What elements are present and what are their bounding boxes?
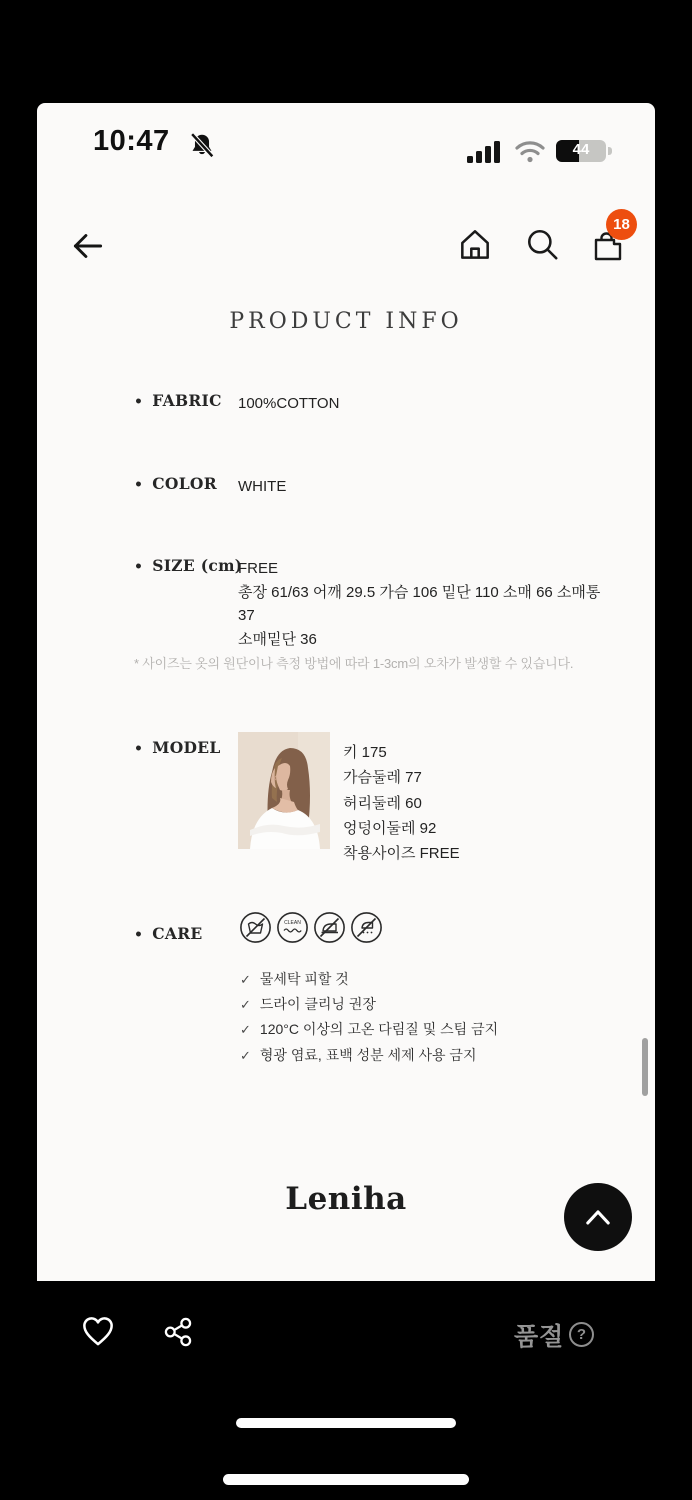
- model-photo: [238, 732, 330, 849]
- check-icon: ✓: [240, 997, 251, 1013]
- mute-bell-icon: [187, 130, 217, 160]
- question-mark-icon: ?: [576, 1326, 587, 1343]
- home-icon[interactable]: [456, 226, 494, 264]
- battery-nub: [608, 147, 612, 155]
- product-info-screenshot: [37, 103, 655, 1281]
- model-spec: 가슴둘레 77: [343, 769, 422, 787]
- care-instruction: ✓ 120°C 이상의 고온 다림질 및 스팀 금지: [240, 1021, 499, 1038]
- soldout-help-button[interactable]: [569, 1322, 594, 1347]
- care-symbols: [239, 911, 383, 944]
- bullet: •: [134, 559, 144, 575]
- no-iron-icon: [313, 911, 346, 944]
- no-water-wash-icon: [239, 911, 272, 944]
- cart-badge: 18: [606, 209, 637, 240]
- share-button[interactable]: [162, 1316, 194, 1348]
- scrollbar-thumb[interactable]: [642, 1038, 648, 1096]
- share-icon: [162, 1316, 194, 1348]
- page-title: PRODUCT INFO: [229, 309, 463, 334]
- signal-strength-icon: [465, 139, 505, 165]
- model-spec: 허리둘레 60: [343, 794, 422, 812]
- heart-icon: [80, 1314, 116, 1348]
- color-label: • COLOR: [134, 474, 217, 493]
- care-instruction: ✓ 물세탁 피할 것: [240, 971, 349, 987]
- brand-logo: Leniha: [285, 1181, 407, 1217]
- care-instructions: [240, 967, 498, 1068]
- soldout-status: 품절: [514, 1323, 565, 1351]
- size-line: 총장 61/63 어깨 29.5 가슴 106 밑단 110 소매 66 소매통 37: [238, 583, 601, 624]
- check-icon: ✓: [240, 1022, 251, 1038]
- fabric-label: • FABRIC: [134, 391, 222, 410]
- battery-percent: 44: [572, 141, 590, 158]
- no-steam-iron-icon: [350, 911, 383, 944]
- bullet: •: [134, 477, 144, 493]
- model-spec: 키 175: [343, 744, 387, 761]
- model-spec: 착용사이즈 FREE: [343, 845, 460, 863]
- care-label: • CARE: [134, 924, 203, 943]
- wifi-icon: [514, 139, 546, 163]
- check-icon: ✓: [240, 972, 251, 987]
- color-value: WHITE: [238, 478, 287, 495]
- size-label: • SIZE (cm): [134, 556, 243, 575]
- check-icon: ✓: [240, 1047, 251, 1063]
- wishlist-heart-button[interactable]: [80, 1314, 116, 1348]
- size-line: FREE: [238, 560, 279, 577]
- battery-icon: [556, 140, 606, 162]
- inner-home-indicator: [236, 1418, 456, 1428]
- dry-clean-icon: [276, 911, 309, 944]
- svg-text:CLEAN: CLEAN: [284, 920, 301, 926]
- size-note: * 사이즈는 옷의 원단이나 측정 방법에 따라 1-3cm의 오차가 발생할 수 있습니다.: [134, 656, 574, 671]
- bullet: •: [134, 394, 144, 410]
- care-instruction: ✓ 드라이 클리닝 권장: [240, 996, 376, 1013]
- back-button[interactable]: [67, 225, 109, 267]
- care-instruction: ✓ 형광 염료, 표백 성분 세제 사용 금지: [240, 1046, 477, 1063]
- fabric-value: 100%COTTON: [238, 395, 340, 412]
- bullet: •: [134, 927, 144, 943]
- bullet: •: [134, 741, 144, 757]
- home-indicator[interactable]: [223, 1474, 469, 1485]
- scroll-to-top-button[interactable]: [564, 1183, 632, 1251]
- status-time: 10:47: [93, 125, 170, 157]
- search-icon[interactable]: [524, 226, 562, 264]
- chevron-up-icon: [581, 1205, 615, 1229]
- model-label: • MODEL: [134, 738, 221, 757]
- model-specs: [343, 740, 460, 866]
- size-line: 소매밑단 36: [238, 630, 317, 648]
- model-spec: 엉덩이둘레 92: [343, 819, 437, 837]
- size-value: [238, 557, 618, 651]
